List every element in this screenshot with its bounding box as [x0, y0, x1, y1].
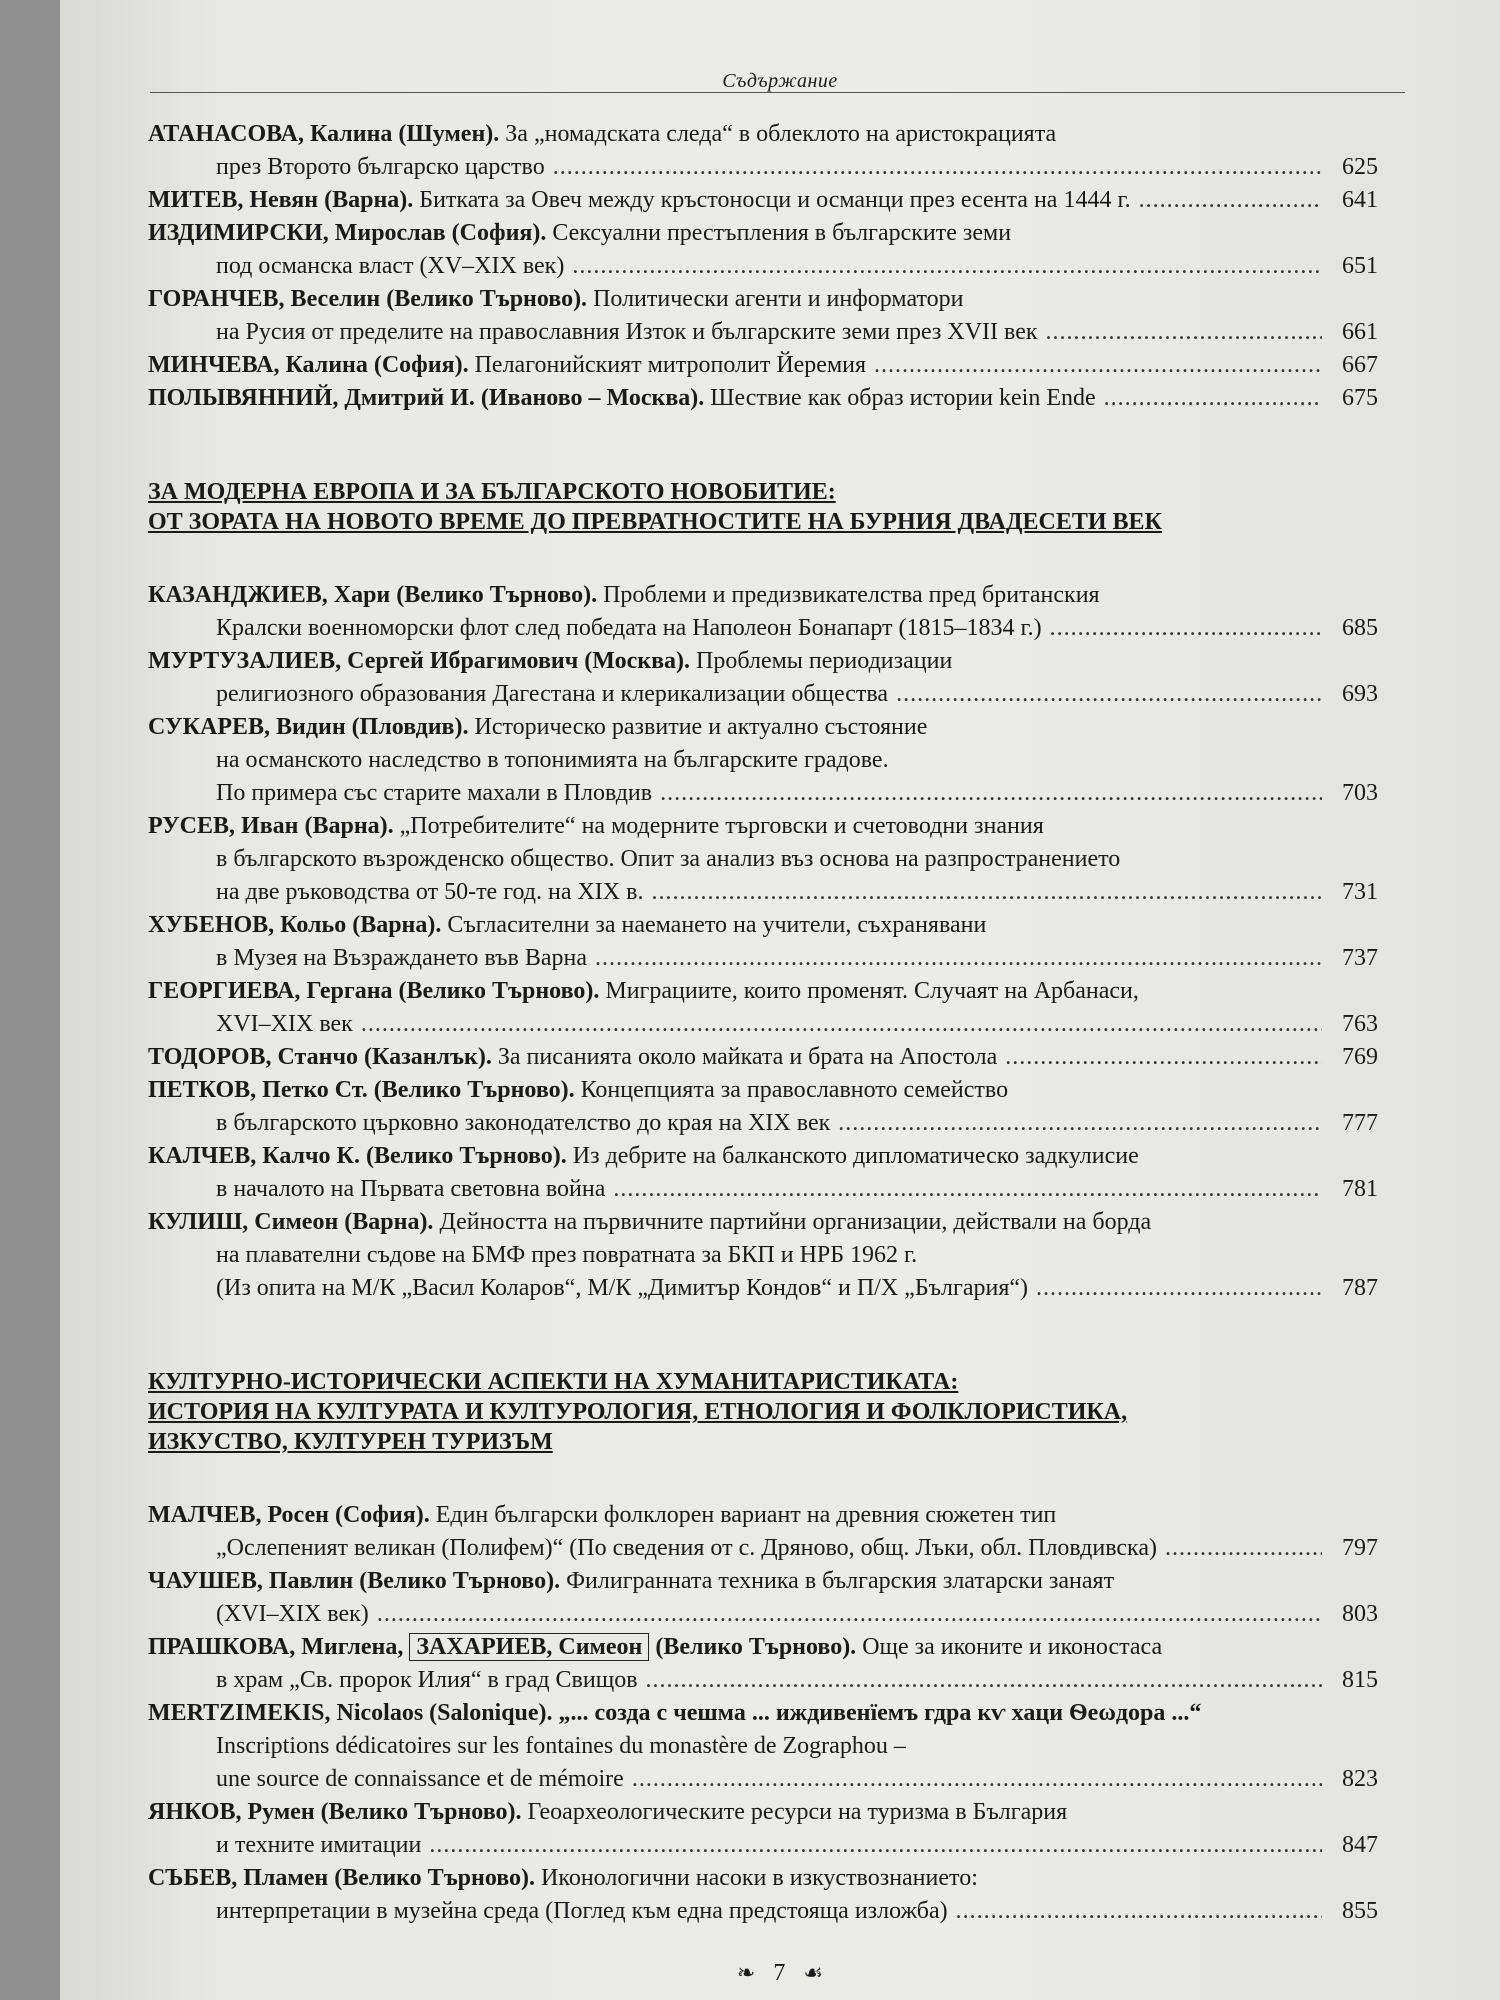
- entry-author: ХУБЕНОВ, Кольо (Варна).: [148, 912, 442, 938]
- entry-last-line: [148, 1041, 1378, 1074]
- entry-page-number: 675: [1342, 385, 1378, 411]
- entry-page-number: 667: [1342, 352, 1378, 378]
- entry-page-number: 823: [1342, 1766, 1378, 1792]
- entry-title-text: Филигранната техника в българския златарски занаят: [566, 1568, 1115, 1594]
- entry-page-number: 769: [1342, 1044, 1378, 1070]
- page-footer: [60, 1960, 1500, 1987]
- entry-title-text: религиозного образования Дагестана и клерикализации общества: [216, 681, 889, 707]
- leader-dots: [646, 1664, 1322, 1697]
- entry-page-number: 651: [1342, 253, 1378, 279]
- entry-page-number: 731: [1342, 879, 1378, 905]
- entry-title-text: XVI–XIX век: [216, 1011, 353, 1037]
- toc-entry: [148, 118, 1378, 184]
- entry-author: МИНЧЕВА, Калина (София).: [148, 352, 469, 378]
- entry-title-text: Още за иконите и иконостаса: [862, 1634, 1163, 1660]
- entry-title-text: Пелагонийският митрополит Йеремия: [474, 352, 867, 378]
- entry-page-number: 703: [1342, 780, 1378, 806]
- toc-entry: [148, 909, 1378, 975]
- entry-title-text: „Потребителите“ на модерните търговски и счетоводни знания: [399, 813, 1044, 839]
- entry-title-text: Шествие как образ истории kein Ende: [710, 385, 1096, 411]
- section-heading: [148, 1367, 1378, 1457]
- entry-last-line: [148, 1763, 1378, 1796]
- entry-first-line: [148, 810, 1378, 843]
- entry-last-line: [148, 184, 1378, 217]
- entry-first-line: [148, 118, 1378, 151]
- entry-first-line: [148, 1499, 1378, 1532]
- entry-page-number: 815: [1342, 1667, 1378, 1693]
- entry-page-number: 693: [1342, 681, 1378, 707]
- entry-title-text: Из дебрите на балканското дипломатическо задкулисие: [572, 1143, 1139, 1169]
- entry-author: МАЛЧЕВ, Росен (София).: [148, 1502, 430, 1528]
- toc-entry: [148, 711, 1378, 810]
- entry-author: РУСЕВ, Иван (Варна).: [148, 813, 394, 839]
- toc-entry: [148, 382, 1378, 415]
- entry-title-text: в българското църковно законодателство до края на XIX век: [216, 1110, 831, 1136]
- entry-page-number: 777: [1342, 1110, 1378, 1136]
- toc-entry: [148, 1565, 1378, 1631]
- entry-title-text: (XVI–XIX век): [216, 1601, 369, 1627]
- entry-title-text: на две ръководства от 50-те год. на XIX в.: [216, 879, 644, 905]
- entry-author: МУРТУЗАЛИЕВ, Сергей Ибрагимович (Москва).: [148, 648, 691, 674]
- leader-dots: [1036, 1272, 1322, 1305]
- entry-author: КАЛЧЕВ, Калчо К. (Велико Търново).: [148, 1143, 567, 1169]
- section-heading-line: КУЛТУРНО-ИСТОРИЧЕСКИ АСПЕКТИ НА ХУМАНИТАРИСТИКАТА:: [148, 1369, 959, 1395]
- entry-page-number: 625: [1342, 154, 1378, 180]
- entry-page-number: 803: [1342, 1601, 1378, 1627]
- toc-entry: [148, 1206, 1378, 1305]
- toc-entry: [148, 349, 1378, 382]
- leader-dots: [1104, 382, 1322, 415]
- entry-last-line: [148, 1829, 1378, 1862]
- section-heading-line: ЗА МОДЕРНА ЕВРОПА И ЗА БЪЛГАРСКОТО НОВОБИТИЕ:: [148, 479, 836, 505]
- section-heading: [148, 477, 1378, 537]
- boxed-author: ЗАХАРИЕВ, Симеон: [409, 1633, 649, 1661]
- toc-entry: [148, 1697, 1378, 1796]
- entry-first-line: [148, 1862, 1378, 1895]
- leader-dots: [1050, 612, 1322, 645]
- entry-last-line: [148, 349, 1378, 382]
- entry-title-text: в храм „Св. пророк Илия“ в град Свищов: [216, 1667, 638, 1693]
- entry-author-tail: (Велико Търново).: [655, 1634, 857, 1660]
- leader-dots: [838, 1107, 1322, 1140]
- entry-last-line: [148, 1272, 1378, 1305]
- entry-last-line: [148, 876, 1378, 909]
- entry-first-line: [148, 909, 1378, 942]
- entry-title-text: Битката за Овеч между кръстоносци и османци през есента на 1444 г.: [419, 187, 1131, 213]
- entry-author: ИЗДИМИРСКИ, Мирослав (София).: [148, 220, 547, 246]
- leader-dots: [651, 876, 1322, 909]
- leader-dots: [874, 349, 1322, 382]
- entry-last-line: [148, 612, 1378, 645]
- leader-dots: [429, 1829, 1322, 1862]
- entry-title-text: „... созда с чешма ... иждивенїемъ гдра кѵ хаци Ѳеωдора ...“: [558, 1700, 1202, 1726]
- entry-page-number: 661: [1342, 319, 1378, 345]
- entry-first-line: [148, 1697, 1378, 1730]
- entry-last-line: [148, 151, 1378, 184]
- toc-entry: [148, 1499, 1378, 1565]
- leader-dots: [1005, 1041, 1322, 1074]
- entry-page-number: 737: [1342, 945, 1378, 971]
- leader-dots: [595, 942, 1322, 975]
- entry-title-text: Един български фолклорен вариант на древния сюжетен тип: [435, 1502, 1057, 1528]
- toc-entry: [148, 810, 1378, 909]
- entry-last-line: [148, 678, 1378, 711]
- entry-last-line: [148, 1008, 1378, 1041]
- entry-author: ПОЛЫВЯННИЙ, Дмитрий И. (Иваново – Москва).: [148, 385, 705, 411]
- entry-author: ГОРАНЧЕВ, Веселин (Велико Търново).: [148, 286, 588, 312]
- running-header: Съдържание: [722, 70, 838, 92]
- entry-first-line: [148, 711, 1378, 744]
- leader-dots: [1165, 1532, 1322, 1565]
- entry-title-text: в българското възрожденско общество. Опит за анализ въз основа на разпространението: [216, 846, 1121, 872]
- ornament-right-icon: ☙: [803, 1960, 824, 1985]
- entry-title-text: Концепцията за православното семейство: [580, 1077, 1009, 1103]
- entry-author: АТАНАСОВА, Калина (Шумен).: [148, 121, 500, 147]
- leader-dots: [361, 1008, 1322, 1041]
- entry-title-text: За „номадската следа“ в облеклото на аристокрацията: [505, 121, 1057, 147]
- entry-title-text: в Музея на Възраждането във Варна: [216, 945, 588, 971]
- header-rule: [150, 92, 1405, 93]
- entry-title-text: „Ослепеният великан (Полифем)“ (По сведения от с. Дряново, общ. Лъки, обл. Пловдивска): [216, 1535, 1157, 1561]
- entry-last-line: [148, 1173, 1378, 1206]
- entry-title-text: под османска власт (XV–XIX век): [216, 253, 565, 279]
- entry-author: СУКАРЕВ, Видин (Пловдив).: [148, 714, 469, 740]
- entry-last-line: [148, 942, 1378, 975]
- toc-entry: [148, 1862, 1378, 1928]
- entry-title-text: Съгласителни за наемането на учители, съхранявани: [447, 912, 987, 938]
- toc-entry: [148, 579, 1378, 645]
- entry-first-line: [148, 1631, 1378, 1664]
- entry-page-number: 641: [1342, 187, 1378, 213]
- entry-title-text: Проблеми и предизвикателства пред британския: [603, 582, 1100, 608]
- entry-title-text: през Второто българско царство: [216, 154, 545, 180]
- toc-entry: [148, 975, 1378, 1041]
- entry-title-text: Иконологични насоки в изкуствознанието:: [541, 1865, 978, 1891]
- entry-page-number: 685: [1342, 615, 1378, 641]
- entry-title-text: По примера със старите махали в Пловдив: [216, 780, 653, 806]
- entry-author: МИТЕВ, Невян (Варна).: [148, 187, 414, 213]
- entry-author: ПРАШКОВА, Миглена,: [148, 1634, 404, 1660]
- entry-first-line: [148, 1565, 1378, 1598]
- leader-dots: [660, 777, 1322, 810]
- entry-title-text: Политически агенти и информатори: [593, 286, 964, 312]
- entry-title-text: une source de connaissance et de mémoire: [216, 1766, 624, 1792]
- entry-title-text: Геоархеологическите ресурси на туризма в България: [527, 1799, 1068, 1825]
- entry-title-text: Историческо развитие и актуално състояние: [474, 714, 928, 740]
- entry-author: СЪБЕВ, Пламен (Велико Търново).: [148, 1865, 536, 1891]
- entry-title-text: (Из опита на М/К „Васил Коларов“, М/К „Димитър Кондов“ и П/Х „България“): [216, 1275, 1029, 1301]
- entry-author: ЯНКОВ, Румен (Велико Търново).: [148, 1799, 522, 1825]
- page-number: 7: [773, 1960, 786, 1986]
- entry-first-line: [148, 283, 1378, 316]
- toc-entry: [148, 645, 1378, 711]
- entry-last-line: [148, 316, 1378, 349]
- toc-entry: [148, 1631, 1378, 1697]
- leader-dots: [896, 678, 1322, 711]
- entry-first-line: [148, 1796, 1378, 1829]
- entry-last-line: [148, 777, 1378, 810]
- entry-title-text: на османското наследство в топонимията на българските градове.: [216, 747, 889, 773]
- entry-title-text: интерпретации в музейна среда (Поглед към една предстояща изложба): [216, 1898, 948, 1924]
- entry-title-text: Проблемы периодизации: [696, 648, 953, 674]
- section-heading-line: ОТ ЗОРАТА НА НОВОТО ВРЕМЕ ДО ПРЕВРАТНОСТИТЕ НА БУРНИЯ ДВАДЕСЕТИ ВЕК: [148, 509, 1162, 535]
- entry-author: ПЕТКОВ, Петко Ст. (Велико Търново).: [148, 1077, 575, 1103]
- entry-title-text: Inscriptions dédicatoires sur les fontaines du monastère de Zographou –: [216, 1733, 906, 1759]
- entry-page-number: 847: [1342, 1832, 1378, 1858]
- entry-author: ТОДОРОВ, Станчо (Казанлък).: [148, 1044, 492, 1070]
- ornament-left-icon: ❧: [736, 1960, 756, 1985]
- table-of-contents: [148, 118, 1378, 1928]
- toc-entry: [148, 1140, 1378, 1206]
- entry-author: КУЛИШ, Симеон (Варна).: [148, 1209, 434, 1235]
- entry-title-text: и техните имитации: [216, 1832, 422, 1858]
- section-heading-line: ИСТОРИЯ НА КУЛТУРАТА И КУЛТУРОЛОГИЯ, ЕТНОЛОГИЯ И ФОЛКЛОРИСТИКА,: [148, 1399, 1128, 1425]
- section-heading-line: ИЗКУСТВО, КУЛТУРЕН ТУРИЗЪМ: [148, 1429, 553, 1455]
- leader-dots: [632, 1763, 1322, 1796]
- leader-dots: [613, 1173, 1322, 1206]
- entry-title-text: Миграциите, които променят. Случаят на Арбанаси,: [605, 978, 1139, 1004]
- entry-title-text: в началото на Първата световна война: [216, 1176, 606, 1202]
- entry-last-line: [148, 1107, 1378, 1140]
- entry-page-number: 763: [1342, 1011, 1378, 1037]
- entry-author: ГЕОРГИЕВА, Гергана (Велико Търново).: [148, 978, 600, 1004]
- entry-first-line: [148, 1206, 1378, 1239]
- entry-title-text: Сексуални престъпления в българските земи: [552, 220, 1012, 246]
- leader-dots: [377, 1598, 1322, 1631]
- toc-entry: [148, 217, 1378, 283]
- entry-page-number: 787: [1342, 1275, 1378, 1301]
- entry-title-text: на плавателни съдове на БМФ през повратната за БКП и НРБ 1962 г.: [216, 1242, 918, 1268]
- toc-entry: [148, 1041, 1378, 1074]
- entry-title-text: Кралски военноморски флот след победата на Наполеон Бонапарт (1815–1834 г.): [216, 615, 1042, 641]
- entry-author: КАЗАНДЖИЕВ, Хари (Велико Търново).: [148, 582, 598, 608]
- book-page: [60, 0, 1500, 2000]
- toc-entry: [148, 1796, 1378, 1862]
- entry-first-line: [148, 217, 1378, 250]
- entry-last-line: [148, 1895, 1378, 1928]
- toc-entry: [148, 283, 1378, 349]
- entry-title-text: За писанията около майката и брата на Апостола: [497, 1044, 998, 1070]
- entry-first-line: [148, 975, 1378, 1008]
- entry-page-number: 781: [1342, 1176, 1378, 1202]
- leader-dots: [572, 250, 1322, 283]
- entry-first-line: [148, 1074, 1378, 1107]
- leader-dots: [956, 1895, 1322, 1928]
- entry-first-line: [148, 579, 1378, 612]
- entry-last-line: [148, 1532, 1378, 1565]
- entry-first-line: [148, 1140, 1378, 1173]
- leader-dots: [1046, 316, 1322, 349]
- entry-page-number: 855: [1342, 1898, 1378, 1924]
- entry-title-text: Дейността на първичните партийни организации, действали на борда: [439, 1209, 1152, 1235]
- toc-entry: [148, 1074, 1378, 1140]
- entry-last-line: [148, 1664, 1378, 1697]
- entry-page-number: 797: [1342, 1535, 1378, 1561]
- entry-last-line: [148, 250, 1378, 283]
- toc-entry: [148, 184, 1378, 217]
- entry-author: MERTZIMEKIS, Nicolaos (Salonique).: [148, 1700, 553, 1726]
- entry-first-line: [148, 645, 1378, 678]
- entry-title-text: на Русия от пределите на православния Изток и българските земи през XVII век: [216, 319, 1038, 345]
- leader-dots: [1139, 184, 1322, 217]
- entry-last-line: [148, 382, 1378, 415]
- entry-author: ЧАУШЕВ, Павлин (Велико Търново).: [148, 1568, 561, 1594]
- leader-dots: [553, 151, 1322, 184]
- entry-last-line: [148, 1598, 1378, 1631]
